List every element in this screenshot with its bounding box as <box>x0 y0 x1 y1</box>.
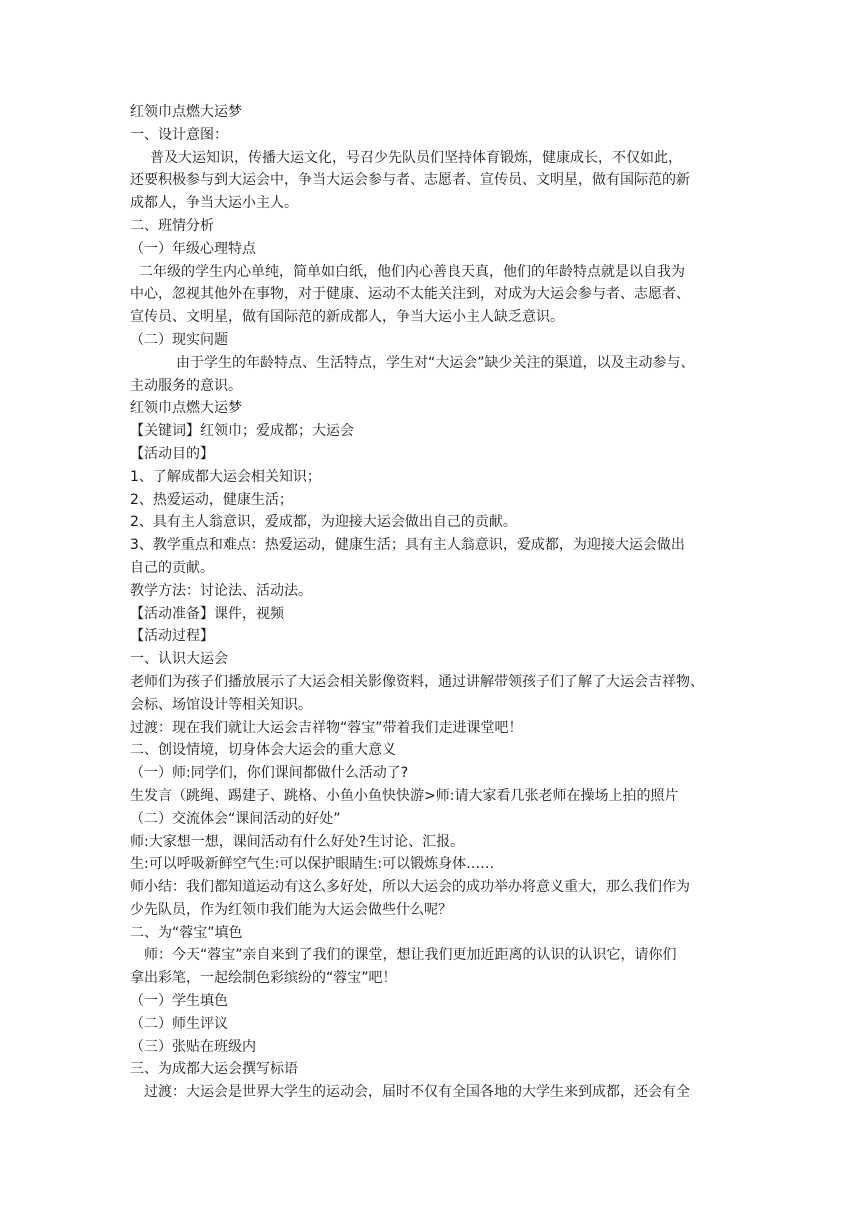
paragraph-line: 中心，忽视其他外在事物，对于健康、运动不太能关注到，对成为大运会参与者、志愿者、 <box>130 286 690 303</box>
paragraph-line: 师：今天“蓉宝”亲自来到了我们的课堂，想让我们更加近距离的认识的认识它，请你们 <box>144 947 677 964</box>
subsection-heading: （一）师:同学们，你们课间都做什么活动了? <box>130 765 409 782</box>
section-heading: 三、为成都大运会撰写标语 <box>130 1061 298 1078</box>
paragraph-line: 少先队员，作为红领巾我们能为大运会做些什么呢？ <box>130 901 452 918</box>
section-heading: 二、为“蓉宝”填色 <box>130 924 243 941</box>
paragraph-line: 教学方法：讨论法、活动法。 <box>130 582 312 599</box>
paragraph-line: 生发言（跳绳、踢建子、跳格、小鱼小鱼快快游>师:请大家看几张老师在操场上拍的照片 <box>130 787 679 804</box>
subsection-heading: （二）现实问题 <box>130 331 228 348</box>
paragraph-line: 生:可以呼吸新鲜空气生:可以保护眼睛生:可以锻炼身体…… <box>130 856 495 873</box>
paragraph-line: 由于学生的年龄特点、生活特点，学生对“大运会”缺少关注的渠道，以及主动参与、 <box>176 354 695 371</box>
document-title: 红领巾点燃大运梦 <box>130 104 242 120</box>
section-heading: 一、认识大运会 <box>130 651 228 668</box>
section-heading: 二、班情分析 <box>130 217 214 234</box>
paragraph-line: 还要积极参与到大运会中，争当大运会参与者、志愿者、宣传员、文明星，做有国际范的新 <box>130 172 690 189</box>
list-item: 1、了解成都大运会相关知识； <box>130 468 321 485</box>
paragraph-line: 自己的贡献。 <box>130 559 214 576</box>
lesson-title: 红领巾点燃大运梦 <box>130 400 242 417</box>
subsection-heading: （二）交流体会“课间活动的好处” <box>130 810 341 827</box>
subsection-heading: （一）年级心理特点 <box>130 240 256 257</box>
paragraph-line: 老师们为孩子们播放展示了大运会相关影像资料，通过讲解带领孩子们了解了大运会吉祥物、 <box>130 673 704 690</box>
paragraph-line: 宣传员、文明星，做有国际范的新成都人，争当大运小主人缺乏意识。 <box>130 309 564 326</box>
subsection-heading: （三）张贴在班级内 <box>130 1038 256 1055</box>
section-heading: 二、创设情境，切身体会大运会的重大意义 <box>130 742 396 759</box>
paragraph-line: 师:大家想一想，课间活动有什么好处?生讨论、汇报。 <box>130 833 465 850</box>
paragraph-line: 【活动准备】课件，视频 <box>130 605 284 622</box>
section-heading: 【活动目的】 <box>130 445 214 462</box>
paragraph-line: 过渡：大运会是世界大学生的运动会，届时不仅有全国各地的大学生来到成都，还会有全 <box>144 1084 690 1101</box>
list-item: 3、教学重点和难点：热爱运动，健康生活；具有主人翁意识，爱成都，为迎接大运会做出 <box>130 537 685 554</box>
paragraph-line: 会标、场馆设计等相关知识。 <box>130 696 312 713</box>
paragraph-line: 拿出彩笔，一起绘制色彩缤纷的“蓉宝”吧！ <box>130 970 397 987</box>
keywords-line: 【关键词】红领巾；爱成都；大运会 <box>130 423 354 440</box>
subsection-heading: （二）师生评议 <box>130 1015 228 1032</box>
list-item: 2、具有主人翁意识，爱成都，为迎接大运会做出自己的贡献。 <box>130 514 517 531</box>
section-heading: 【活动过程】 <box>130 628 214 645</box>
paragraph-line: 普及大运知识，传播大运文化，号召少先队员们坚持体育锻炼，健康成长，不仅如此， <box>150 149 682 166</box>
paragraph-line: 师小结：我们都知道运动有这么多好处，所以大运会的成功举办将意义重大，那么我们作为 <box>130 879 690 896</box>
document-page <box>130 101 742 1104</box>
paragraph-line: 主动服务的意识。 <box>130 377 242 394</box>
section-heading: 一、设计意图： <box>130 126 228 143</box>
subsection-heading: （一）学生填色 <box>130 993 228 1010</box>
paragraph-line: 过渡：现在我们就让大运会吉祥物“蓉宝”带着我们走进课堂吧！ <box>130 719 523 736</box>
paragraph-line: 成都人，争当大运小主人。 <box>130 195 298 212</box>
paragraph-line: 二年级的学生内心单纯，简单如白纸，他们内心善良天真，他们的年龄特点就是以自我为 <box>139 263 685 280</box>
list-item: 2、热爱运动，健康生活； <box>130 491 293 508</box>
